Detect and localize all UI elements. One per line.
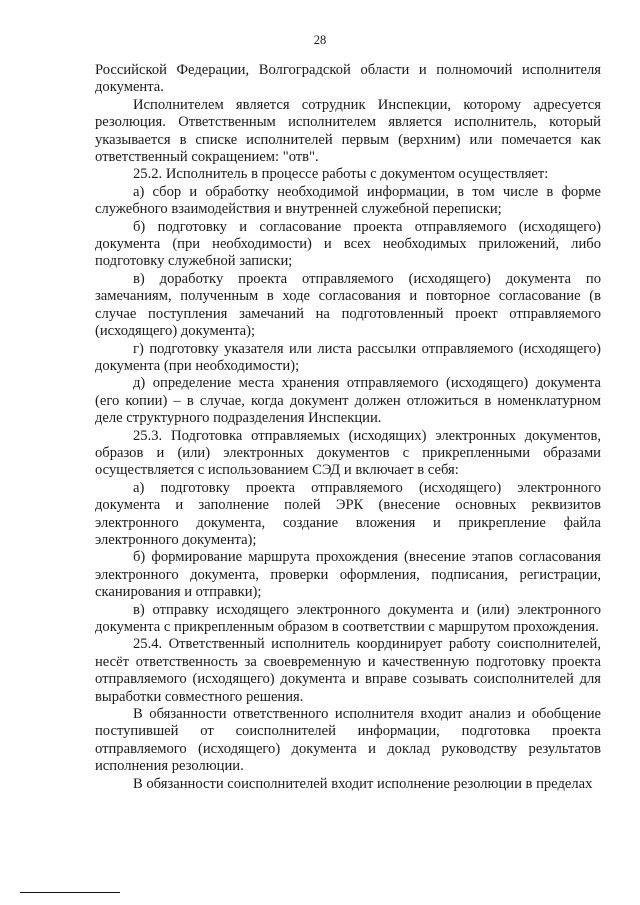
page-number: 28	[313, 33, 327, 47]
list-item-25-3-b: б) формирование маршрута прохождения (внесение этапов согласования электронного документа, проверки оформления, подписания, регистрации, сканирования и отправки);	[95, 549, 601, 601]
list-item-25-2-g: г) подготовку указателя или листа рассылки отправляемого (исходящего) документа (при необходимости);	[95, 340, 601, 374]
list-item-25-2-v: в) доработку проекта отправляемого (исходящего) документа по замечаниям, полученным в ходе согласования и повторное согласование (в случае поступления замечаний на подготовленный проект отправляемого (исходящего) документа);	[95, 270, 601, 340]
paragraph-25-3: 25.3. Подготовка отправляемых (исходящих) электронных документов, образов и (или) электронных документов с прикрепленными образами осуществляется с использованием СЭД и включает в себя:	[95, 427, 601, 479]
paragraph-continuation: Российской Федерации, Волгоградской области и полномочий исполнителя документа.	[95, 62, 601, 96]
list-item-25-2-d: д) определение места хранения отправляемого (исходящего) документа (его копии) – в случае, когда документ должен отложиться в номенклатурном деле структурного подразделения Инспекции.	[95, 375, 601, 427]
list-item-25-3-v: в) отправку исходящего электронного документа и (или) электронного документа с прикрепленным образом в соответствии с маршрутом прохождения.	[95, 601, 601, 635]
paragraph-co-executors: В обязанности соисполнителей входит исполнение резолюции в пределах	[133, 775, 593, 792]
paragraph-responsibilities: В обязанности ответственного исполнителя входит анализ и обобщение поступившей от соисполнителей информации, подготовка проекта отправляемого (исходящего) документа и доклад руководству результатов исполнения резолюции.	[95, 706, 601, 775]
list-item-25-2-b: б) подготовку и согласование проекта отправляемого (исходящего) документа (при необходимости) и всех необходимых приложений, либо подготовку служебной записки;	[95, 218, 601, 270]
footnote-divider	[20, 892, 120, 893]
list-item-25-3-a: а) подготовку проекта отправляемого (исходящего) электронного документа и заполнение полей ЭРК (внесение основных реквизитов электронного документа, создание вложения и прикрепление файла электронного документа);	[95, 479, 601, 548]
list-item-25-2-a: а) сбор и обработку необходимой информации, в том числе в форме служебного взаимодействия и внутренней служебной переписки;	[95, 183, 601, 218]
document-body	[95, 62, 601, 793]
paragraph-25-2: 25.2. Исполнитель в процессе работы с документом осуществляет:	[133, 166, 549, 183]
paragraph-25-4: 25.4. Ответственный исполнитель координирует работу соисполнителей, несёт ответственность за своевременную и качественную подготовку проекта отправляемого (исходящего) документа и вправе созывать соисполнителей для выработки совместного решения.	[95, 636, 601, 705]
paragraph-responsible-executor: Исполнителем является сотрудник Инспекции, которому адресуется резолюция. Ответственным исполнителем является исполнитель, который указывается в списке исполнителей первым (верхним) или помечается как ответственный сокращением: "отв".	[95, 96, 601, 166]
